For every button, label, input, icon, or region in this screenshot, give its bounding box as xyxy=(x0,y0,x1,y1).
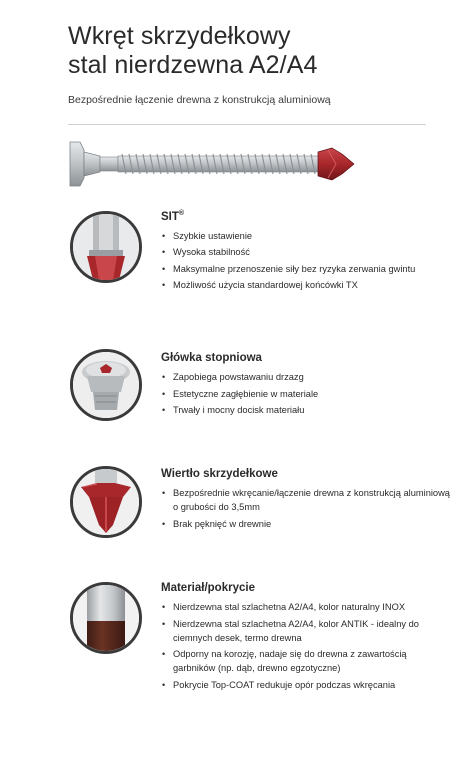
list-item: • Brak pęknięć w drewnie xyxy=(161,517,451,531)
list-item: • Wysoka stabilność xyxy=(161,245,451,259)
list-item: • Nierdzewna stal szlachetna A2/A4, kolor naturalny INOX xyxy=(161,600,451,614)
bullet-list xyxy=(161,370,451,417)
list-item: • Bezpośrednie wkręcanie/łączenie drewna z konstrukcją aluminiową o grubości do 3,5mm xyxy=(161,486,451,514)
list-item: • Zapobiega powstawaniu drzazg xyxy=(161,370,451,384)
wing-screw-image xyxy=(66,136,356,192)
bullet-list xyxy=(161,486,451,531)
page-subtitle: Bezpośrednie łączenie drewna z konstrukcją aluminiową xyxy=(68,94,331,106)
list-item: • Maksymalne przenoszenie siły bez ryzyka zerwania gwintu xyxy=(161,262,451,276)
list-item: • Szybkie ustawienie xyxy=(161,229,451,243)
title-line-1: Wkręt skrzydełkowy xyxy=(68,22,291,50)
section-material-body xyxy=(161,582,451,694)
divider xyxy=(68,124,426,125)
stepped-head-closeup xyxy=(70,349,142,421)
bullet-list xyxy=(161,600,451,692)
section-title: Główka stopniowa xyxy=(161,352,262,364)
sit-head-closeup xyxy=(70,211,142,283)
section-glowka-body xyxy=(161,352,451,420)
title-line-2: stal nierdzewna A2/A4 xyxy=(68,51,318,79)
wing-drill-tip-closeup xyxy=(70,466,142,538)
section-wiertlo-body xyxy=(161,468,451,533)
section-title: SIT® xyxy=(161,210,185,223)
page-title xyxy=(68,22,448,80)
section-sit-body xyxy=(161,210,451,295)
list-item: • Pokrycie Top-COAT redukuje opór podczas wkręcania xyxy=(161,678,451,692)
list-item: • Estetyczne zagłębienie w materiale xyxy=(161,387,451,401)
section-title: Wiertło skrzydełkowe xyxy=(161,468,278,480)
material-coating-closeup xyxy=(70,582,142,654)
section-title: Materiał/pokrycie xyxy=(161,582,255,594)
bullet-list xyxy=(161,229,451,293)
list-item: • Możliwość użycia standardowej końcówki TX xyxy=(161,278,451,292)
list-item: • Trwały i mocny docisk materiału xyxy=(161,403,451,417)
list-item: • Odporny na korozję, nadaje się do drewna z zawartością garbników (np. dąb, drewno egzotyczne) xyxy=(161,647,451,675)
list-item: • Nierdzewna stal szlachetna A2/A4, kolor ANTIK - idealny do ciemnych desek, termo drewna xyxy=(161,617,451,645)
